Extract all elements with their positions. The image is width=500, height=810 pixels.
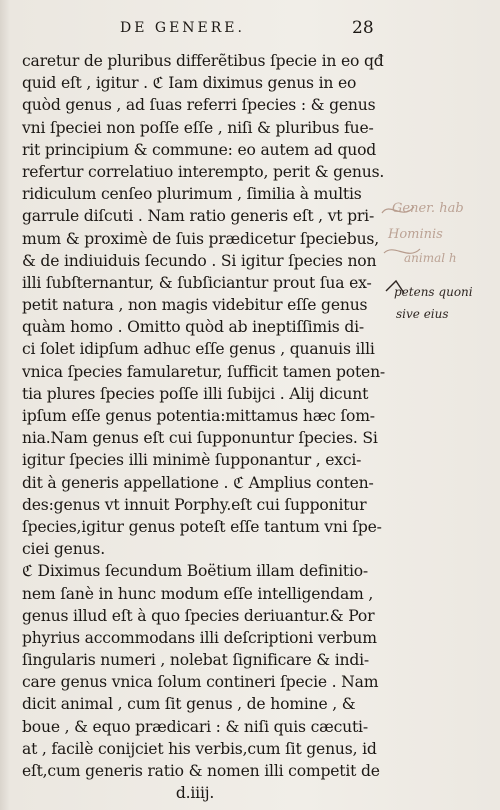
text-line: mum & proximè de ſuis prædicetur ſpeciebus, [22, 229, 379, 248]
text-line: genus illud eſt à quo ſpecies deriuantur.& Por [22, 606, 375, 625]
text-line: des:genus vt innuit Porphy.eſt cui ſupponitur [22, 495, 367, 514]
page-number: 28 [352, 18, 374, 38]
text-line: quòd genus , ad ſuas referri ſpecies : & genus [22, 96, 376, 115]
text-line: garrule diſcuti . Nam ratio generis eſt , vt pri- [22, 207, 375, 226]
running-head: DE GENERE. [120, 20, 245, 36]
text-line: quàm homo . Omitto quòd ab ineptiſſimis di- [22, 318, 364, 337]
signature-mark: d.iiij. [175, 784, 215, 803]
margin-annotations [380, 195, 498, 345]
text-line: ℭ Diximus ſecundum Boëtium illam definitio- [22, 562, 368, 581]
margin-note: sive eius [396, 307, 449, 321]
text-line: at , facilè conijciet his verbis,cum ſit genus, id [22, 739, 377, 758]
text-line: illi ſubſternantur, & ſubſiciantur prout ſua ex- [22, 273, 372, 292]
text-line: eſt,cum generis ratio & nomen illi competit de [22, 762, 380, 780]
text-line: ſpecies,igitur genus poteſt eſſe tantum vni ſpe- [22, 517, 382, 536]
text-line: vni ſpeciei non poſſe eſſe , niſi & pluribus fue- [22, 118, 374, 137]
text-line: refertur correlatiuo interempto, perit & genus. [22, 162, 385, 181]
text-line: nia.Nam genus eſt cui ſupponuntur ſpecies. Si [22, 429, 378, 448]
text-line: vnica ſpecies famularetur, ſufficit tamen poten- [22, 362, 385, 381]
text-line: dit à generis appellatione . ℭ Amplius conten- [22, 473, 374, 492]
text-line: care genus vnica ſolum contineri ſpecie . Nam [22, 673, 379, 692]
margin-note: Hominis [388, 227, 443, 242]
margin-note: petens quoni [394, 285, 473, 299]
text-line: nem ſanè in hunc modum eſſe intelligendam , [22, 584, 374, 603]
text-line: ciei genus. [22, 540, 105, 559]
margin-note: Gener. hab [392, 201, 464, 216]
text-line: caretur de pluribus differẽtibus ſpecie in eo qđ [22, 52, 384, 70]
text-line: rit principium & commune: eo autem ad quod [22, 140, 377, 159]
text-line: ridiculum cenſeo plurimum , ſimilia à multis [22, 185, 362, 204]
text-line: phyrius accommodans illi deſcriptioni verbum [22, 628, 377, 647]
text-line: boue , & equo prædicari : & niſi quis cæcuti- [22, 717, 368, 736]
text-line: igitur ſpecies illi minimè ſupponantur , exci- [22, 451, 362, 470]
handwriting-marks [380, 195, 498, 345]
page-header [40, 20, 440, 38]
text-line: ſingularis numeri , nolebat ſignificare & indi- [22, 651, 369, 670]
text-line: petit natura , non magis videbitur eſſe genus [22, 296, 368, 315]
text-line: dicit animal , cum ſit genus , de homine , & [22, 695, 356, 714]
text-line: ci ſolet idipſum adhuc eſſe genus , quanuis illi [22, 340, 375, 359]
text-line: tia plures ſpecies poſſe illi ſubijci . Alij dicunt [22, 384, 369, 403]
text-line: quid eſt , igitur . ℭ Iam diximus genus in eo [22, 74, 357, 93]
margin-note: animal h [404, 251, 457, 265]
body-text [22, 50, 385, 804]
text-line: & de indiuiduis ſecundo . Si igitur ſpecies non [22, 251, 377, 270]
text-line: ipſum eſſe genus potentia:mittamus hæc ſom- [22, 407, 375, 425]
